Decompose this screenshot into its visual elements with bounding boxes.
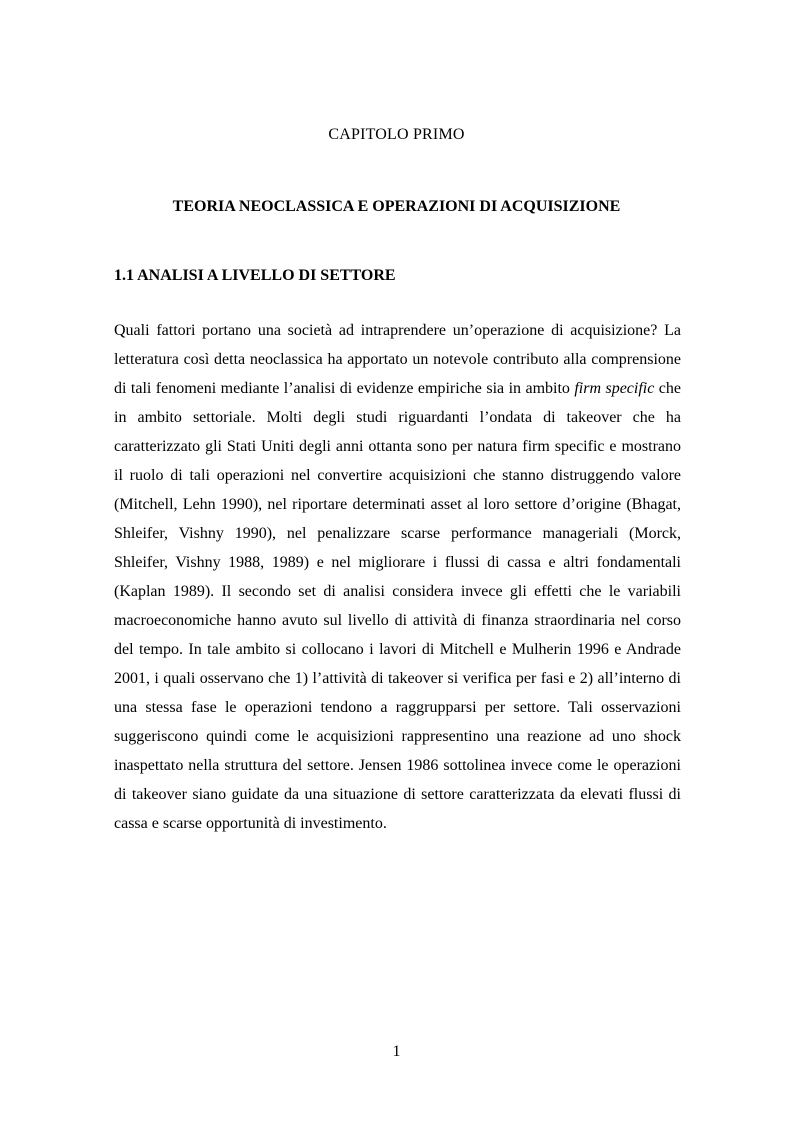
paragraph-italic-term: firm specific [574,380,655,397]
chapter-label: CAPITOLO PRIMO [328,126,465,143]
paragraph-text-part2: che in ambito settoriale. Molti degli studi riguardanti l’ondata di takeover che ha caratterizzato gli Stati Uniti degli anni ottanta sono per natura firm specific e mostrano il ruolo di tali operazioni nel convertire acquisizioni che stanno distruggendo valore (Mitchell, Lehn 1990), nel riportare determinati asset al loro settore d’origine (Bhagat, Shleifer, Vishny 1990), nel penalizzare scarse performance manageriali (Morck, Shleifer, Vishny 1988, 1989) e nel migliorare i flussi di cassa e altri fondamentali (Kaplan 1989). Il secondo set di analisi considera invece gli effetti che le variabili macroeconomiche hanno avuto sul livello di attività di finanza straordinaria nel corso del tempo. In tale ambito si collocano i lavori di Mitchell e Mulherin 1996 e Andrade 2001, i quali osservano che 1) l’attività di takeover si verifica per fasi e 2) all’interno di una stessa fase le operazioni tendono a raggrupparsi per settore. Tali osservazioni suggeriscono quindi come le acquisizioni rappresentino una reazione ad uno shock inaspettato nella struttura del settore. Jensen 1986 sottolinea invece come le operazioni di takeover siano guidate da una situazione di settore caratterizzata da elevati flussi di cassa e scarse opportunità di investimento. [114,380,682,832]
body-paragraph [114,316,681,838]
paragraph-text-part1: Quali fattori portano una società ad intraprendere un’operazione di acquisizione? La letteratura così detta neoclassica ha apportato un notevole contributo alla comprensione di tali fenomeni mediante l’analisi di evidenze empiriche sia in ambito [114,322,681,397]
chapter-title: TEORIA NEOCLASSICA E OPERAZIONI DI ACQUISIZIONE [172,198,621,215]
page-number: 1 [392,1043,401,1060]
section-heading: 1.1 ANALISI A LIVELLO DI SETTORE [114,267,396,284]
